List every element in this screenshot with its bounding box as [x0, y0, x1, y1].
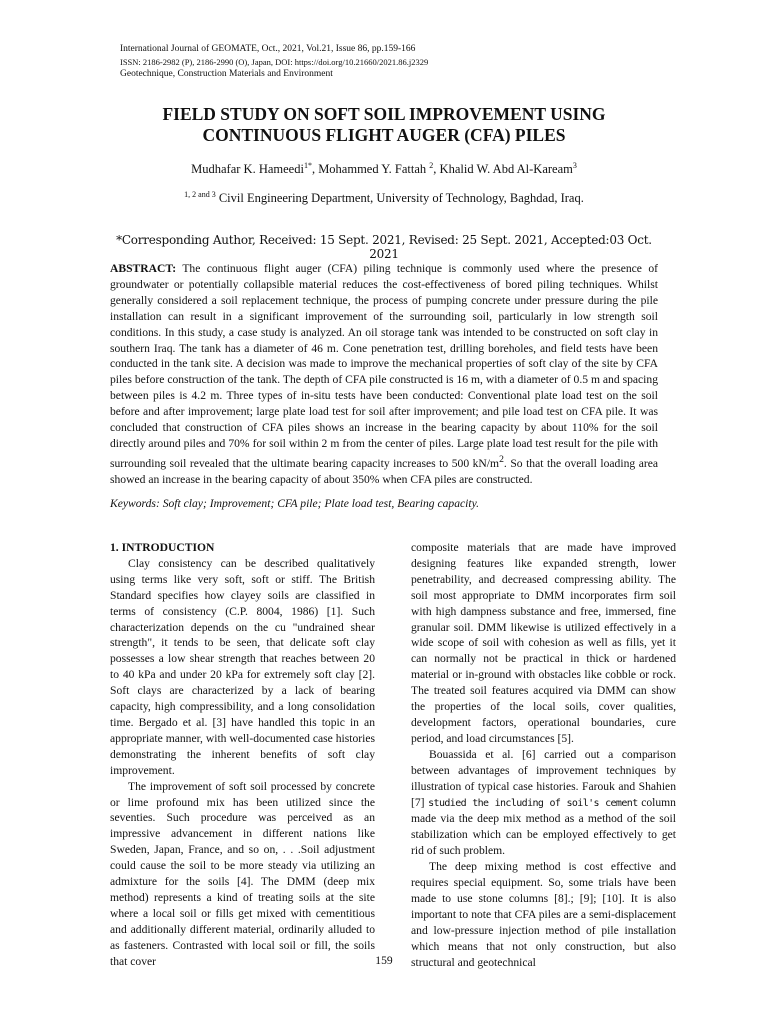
author-name: Mudhafar K. Hameedi: [191, 162, 304, 177]
right-column: [411, 540, 676, 970]
author-marker: 1*: [303, 161, 312, 170]
paper-title-line-1: FIELD STUDY ON SOFT SOIL IMPROVEMENT USING: [162, 104, 606, 124]
author-marker: 2: [429, 161, 434, 170]
paragraph: Clay consistency can be described qualitatively using terms like very soft, soft or stiff. The British Standard specifies how clayey soils are classified in terms of consistency (C.P. 8004, 1986) [1]. Such characterization depends on the cu "undrained shear strength", it tends to be seen, that delicate soft clay possesses a low shear strength that reaches between 20 to 40 kPa and under 20 kPa for extremely soft clay [2]. Soft clays are characterized by a lack of bearing capacity, high compressibility, and a long consolidation time. Bergado et al. [3] have handled this topic in an appropriate manner, with well-documented case histories demonstrating the inherent benefits of soft clay improvement.: [110, 556, 375, 777]
page-number: 159: [375, 954, 393, 967]
paper-title-line-2: CONTINUOUS FLIGHT AUGER (CFA) PILES: [202, 125, 566, 145]
keywords: Keywords: Soft clay; Improvement; CFA pile; Plate load test, Bearing capacity.: [110, 497, 479, 510]
section-heading: 1. INTRODUCTION: [110, 541, 215, 554]
journal-issn: ISSN: 2186-2982 (P), 2186-2990 (O), Japan, DOI: https://doi.org/10.21660/2021.86.j2329: [120, 56, 429, 67]
paper-title: [110, 104, 658, 146]
abstract-text: The continuous flight auger (CFA) piling technique is commonly used where the presence of groundwater or potentially collapsible material reduces the cost-effectiveness of bored piling techniques. Whilst generally considered a soil replacement technique, the process of pumping concrete under pressure during the pile installation can result in a significant improvement of the surrounding soil, particularly in low strength soil conditions. In this study, a case study is analyzed. An oil storage tank was intended to be constructed on soft clay in southern Iraq. The tank has a diameter of 46 m. Cone penetration test, drilling boreholes, and field tests have been conducted in the tank site. A decision was made to improve the mechanical properties of soft clay of the site by CFA piles before construction of the tank. The depth of CFA pile constructed is 16 m, with a diameter of 0.5 m and spacing between piles is 4.2 m. Three types of in-situ tests have been conducted: Conventional plate load test on the soil before and after improvement; large plate load test for soil after improvement; and pile load test on CFA pile. It was concluded that construction of CFA piles shows an increase in the bearing capacity by about 110% for the soil directly around piles and 70% for soil within 2 m from the center of piles. Large plate load test result for the pile with surrounding soil revealed that the ultimate bearing capacity increases to 500 kN/m: [110, 262, 658, 470]
affiliation-text: Civil Engineering Department, University of Technology, Baghdad, Iraq.: [215, 191, 584, 206]
abstract: [110, 261, 658, 488]
left-column: [110, 540, 375, 969]
journal-category: Geotechnique, Construction Materials and Environment: [120, 69, 333, 79]
author-list: [110, 161, 658, 177]
abstract-label: ABSTRACT:: [110, 262, 177, 275]
paragraph-text: Bouassida et al. [6] carried out a comparison between advantages of improvement techniques by illustration of typical case histories. Farouk and Shahien [7]: [411, 747, 676, 809]
paragraph: The deep mixing method is cost effective and requires special equipment. So, some trials have been made to use stone columns [8].; [9]; [10]. It is also important to note that CFA piles are a semi-displacement and low-pressure injection method of pile installation which means that not only construction, but also structural and geotechnical: [411, 860, 676, 969]
paragraph-text: column made via the deep mix method as a method of the soil stabilization which can be employed effectively to get rid of such problem.: [411, 795, 676, 858]
corresponding-author-dates: *Corresponding Author, Received: 15 Sept. 2021, Revised: 25 Sept. 2021, Accepted:03 Oct. 2021: [116, 233, 652, 261]
paragraph: The improvement of soft soil processed by concrete or lime profound mix has been utilized since the seventies. Such procedure was perceived as an impressive advancement in different nations like Sweden, Japan, France, and so on, . . .Soil adjustment could cause the soil to be more steady via utilizing an admixture for the soils [4]. The DMM (deep mix method) represents a kind of treating soils at the site where a local soil or fills get mixed with cementitious and additionally different material, ordinarily alluded to as fasteners. Contrasted with local soil or fill, the soils that cover: [110, 779, 375, 968]
abstract-text-end: . So that the overall loading area showed an increase in the bearing capacity of about 350% when CFA piles are constructed.: [110, 456, 658, 486]
affiliation-marker: 1, 2 and 3: [184, 190, 216, 199]
author-name: Khalid W. Abd Al-Kaream: [439, 162, 573, 177]
journal-header: [120, 43, 428, 81]
author-separator: ,: [433, 162, 440, 177]
author-separator: ,: [311, 162, 319, 177]
paragraph-text-monospace: studied the including of soil's cement: [428, 797, 638, 809]
journal-citation: International Journal of GEOMATE, Oct., 2021, Vol.21, Issue 86, pp.159-166: [120, 44, 416, 54]
affiliation: [110, 190, 658, 206]
author-name: Mohammed Y. Fattah: [318, 162, 427, 177]
abstract-superscript: 2: [499, 453, 504, 465]
paragraph: composite materials that are made have improved designing features like expanded strength, lower penetrability, and decreased compressing ability. The soil most appropriate to DMM incorporates firm soil with high dampness substance and free, immersed, fine granular soil. DMM likewise is utilized effectively in a wide scope of soil with cohesion as well as fills, yet it can normally not be practical in thick or hardened material or in-ground with obstacles like cobble or rock. The treated soil features acquired via DMM can show the properties of the local soils, cover qualities, development factors, operational boundaries, cure period, and load circumstances [5].: [411, 541, 676, 745]
paragraph: [411, 747, 676, 859]
author-marker: 3: [572, 161, 577, 170]
